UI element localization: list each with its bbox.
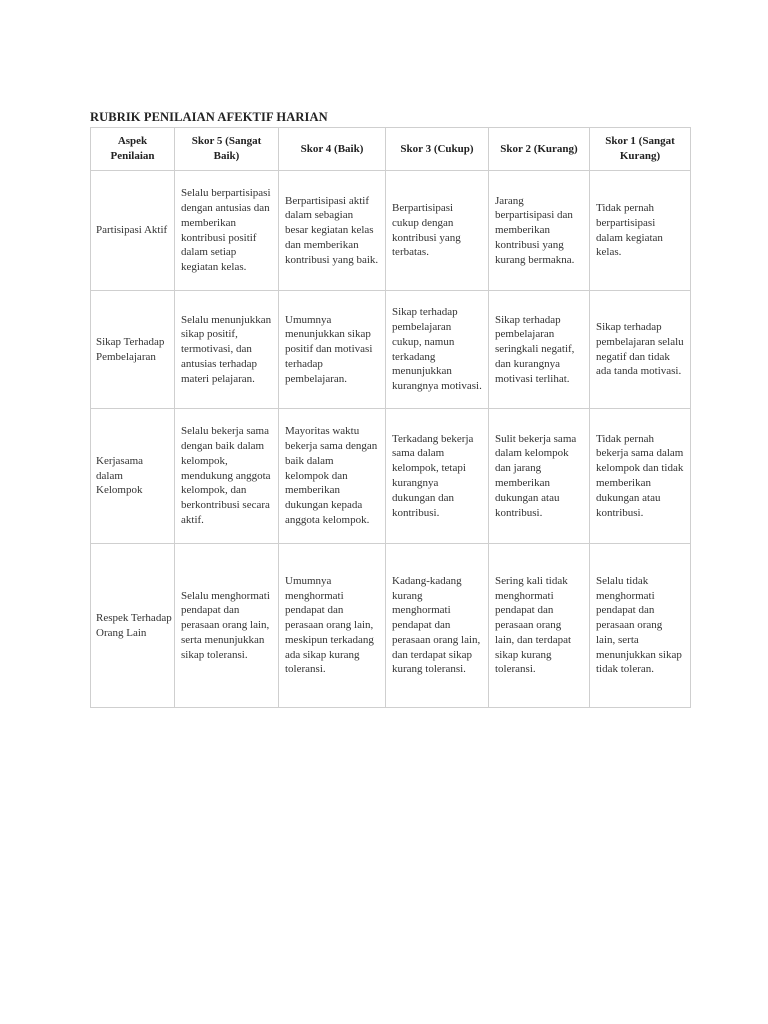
header-skor-3: Skor 3 (Cukup) (386, 128, 489, 171)
aspect-cell: Kerjasama dalam Kelompok (91, 409, 175, 544)
header-skor-2: Skor 2 (Kurang) (489, 128, 590, 171)
score-cell: Selalu menunjukkan sikap positif, termotivasi, dan antusias terhadap materi pelajaran. (175, 291, 279, 409)
score-cell: Sulit bekerja sama dalam kelompok dan jarang memberikan dukungan atau kontribusi. (489, 409, 590, 544)
table-row (91, 291, 691, 409)
score-cell: Sikap terhadap pembelajaran cukup, namun terkadang menunjukkan kurangnya motivasi. (386, 291, 489, 409)
score-cell: Sikap terhadap pembelajaran selalu negatif dan tidak ada tanda motivasi. (590, 291, 691, 409)
header-aspek: Aspek Penilaian (91, 128, 175, 171)
score-cell: Terkadang bekerja sama dalam kelompok, tetapi kurangnya dukungan dan kontribusi. (386, 409, 489, 544)
table-header-row (91, 128, 691, 171)
score-cell: Berpartisipasi cukup dengan kontribusi yang terbatas. (386, 171, 489, 291)
score-cell: Selalu berpartisipasi dengan antusias dan memberikan kontribusi positif dalam setiap kegiatan kelas. (175, 171, 279, 291)
aspect-cell: Partisipasi Aktif (91, 171, 175, 291)
header-skor-1: Skor 1 (Sangat Kurang) (590, 128, 691, 171)
score-cell: Selalu menghormati pendapat dan perasaan orang lain, serta menunjukkan sikap toleransi. (175, 544, 279, 708)
header-skor-5: Skor 5 (Sangat Baik) (175, 128, 279, 171)
score-cell: Selalu tidak menghormati pendapat dan perasaan orang lain, serta menunjukkan sikap tidak toleran. (590, 544, 691, 708)
score-cell: Berpartisipasi aktif dalam sebagian besar kegiatan kelas dan memberikan kontribusi yang baik. (279, 171, 386, 291)
aspect-cell: Sikap Terhadap Pembelajaran (91, 291, 175, 409)
score-cell: Tidak pernah berpartisipasi dalam kegiatan kelas. (590, 171, 691, 291)
score-cell: Kadang-kadang kurang menghormati pendapat dan perasaan orang lain, dan terdapat sikap kurang toleransi. (386, 544, 489, 708)
score-cell: Tidak pernah bekerja sama dalam kelompok dan tidak memberikan dukungan atau kontribusi. (590, 409, 691, 544)
header-skor-4: Skor 4 (Baik) (279, 128, 386, 171)
score-cell: Umumnya menghormati pendapat dan perasaan orang lain, meskipun terkadang ada sikap kurang toleransi. (279, 544, 386, 708)
aspect-cell: Respek Terhadap Orang Lain (91, 544, 175, 708)
score-cell: Mayoritas waktu bekerja sama dengan baik dalam kelompok dan memberikan dukungan kepada anggota kelompok. (279, 409, 386, 544)
score-cell: Jarang berpartisipasi dan memberikan kontribusi yang kurang bermakna. (489, 171, 590, 291)
rubric-table (90, 127, 691, 708)
table-row (91, 544, 691, 708)
score-cell: Umumnya menunjukkan sikap positif dan motivasi terhadap pembelajaran. (279, 291, 386, 409)
table-row (91, 409, 691, 544)
table-row (91, 171, 691, 291)
document-title: RUBRIK PENILAIAN AFEKTIF HARIAN (90, 110, 328, 124)
score-cell: Selalu bekerja sama dengan baik dalam kelompok, mendukung anggota kelompok, dan berkontribusi secara aktif. (175, 409, 279, 544)
score-cell: Sikap terhadap pembelajaran seringkali negatif, dan kurangnya motivasi terlihat. (489, 291, 590, 409)
score-cell: Sering kali tidak menghormati pendapat dan perasaan orang lain, dan terdapat sikap kurang toleransi. (489, 544, 590, 708)
